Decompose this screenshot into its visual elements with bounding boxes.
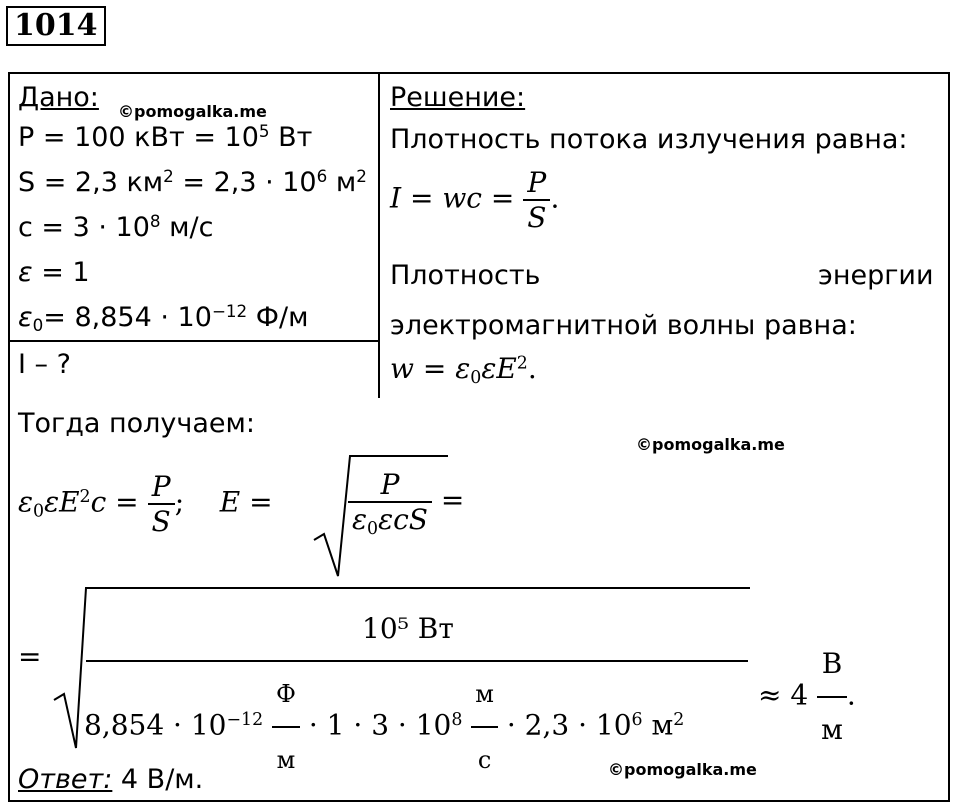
then-text: Тогда получаем: (18, 408, 255, 439)
formula-intensity: I = wc = $\frac{P}{S}$ . (390, 166, 560, 234)
solution-text-density-1: Плотность (390, 260, 541, 291)
watermark-middle: ©pomogalka.me (636, 435, 785, 454)
given-find-divider (8, 340, 380, 342)
given-heading: Дано: (18, 82, 99, 113)
formula-field-strength: $\varepsilon_0\varepsilon E^2c$ = $\frac{P}{S}$ ; E = (18, 470, 273, 538)
given-speed: $c = 3 \cdot 10^8$ м/с (18, 210, 214, 243)
given-epsilon: ε = 1 (18, 257, 90, 288)
watermark-bottom: ©pomogalka.me (608, 760, 757, 779)
solution-text-flux: Плотность потока излучения равна: (390, 124, 908, 155)
watermark-top: ©pomogalka.me (118, 102, 267, 121)
find-intensity: I – ? (18, 349, 71, 380)
formula-energy-density: $w = \varepsilon_0\varepsilon E^2$. (390, 352, 537, 389)
given-epsilon0: $\varepsilon_0= 8,854 \cdot 10^{-12}$ Ф/м (18, 300, 309, 336)
problem-number: 1014 (6, 6, 106, 46)
answer (18, 760, 203, 800)
given-power: P = 100 кВт = $10^5$ Вт (18, 120, 313, 153)
formula-equals-sign: = (18, 640, 42, 673)
answer-value: 4 В/м. (112, 764, 204, 795)
answer-label: Ответ: (18, 764, 113, 795)
solution-text-wave: электромагнитной волны равна: (390, 310, 857, 341)
solution-heading: Решение: (390, 82, 526, 113)
formula-sqrt-fraction: $\frac{P}{\varepsilon_0\varepsilon cS}$ = (348, 468, 464, 536)
final-numerator: 10⁵ Вт (362, 612, 454, 645)
final-result: ≈ 4 $\frac{В}{м}$ . (758, 632, 856, 762)
final-denominator: $8,854 \cdot 10^{-12}$ $\frac{Ф}{м}$ · $1 \cdot 3 \cdot 10^8$ $\frac{м}{с}$ · $2,3 \cdot 10^6$ $м^2$ (84, 662, 684, 792)
column-divider (378, 72, 380, 398)
solution-text-density-2: энергии (818, 260, 934, 291)
given-area: S = 2,3 $км^2 = 2,3 \cdot 10^6$ $м^2$ (18, 165, 367, 198)
